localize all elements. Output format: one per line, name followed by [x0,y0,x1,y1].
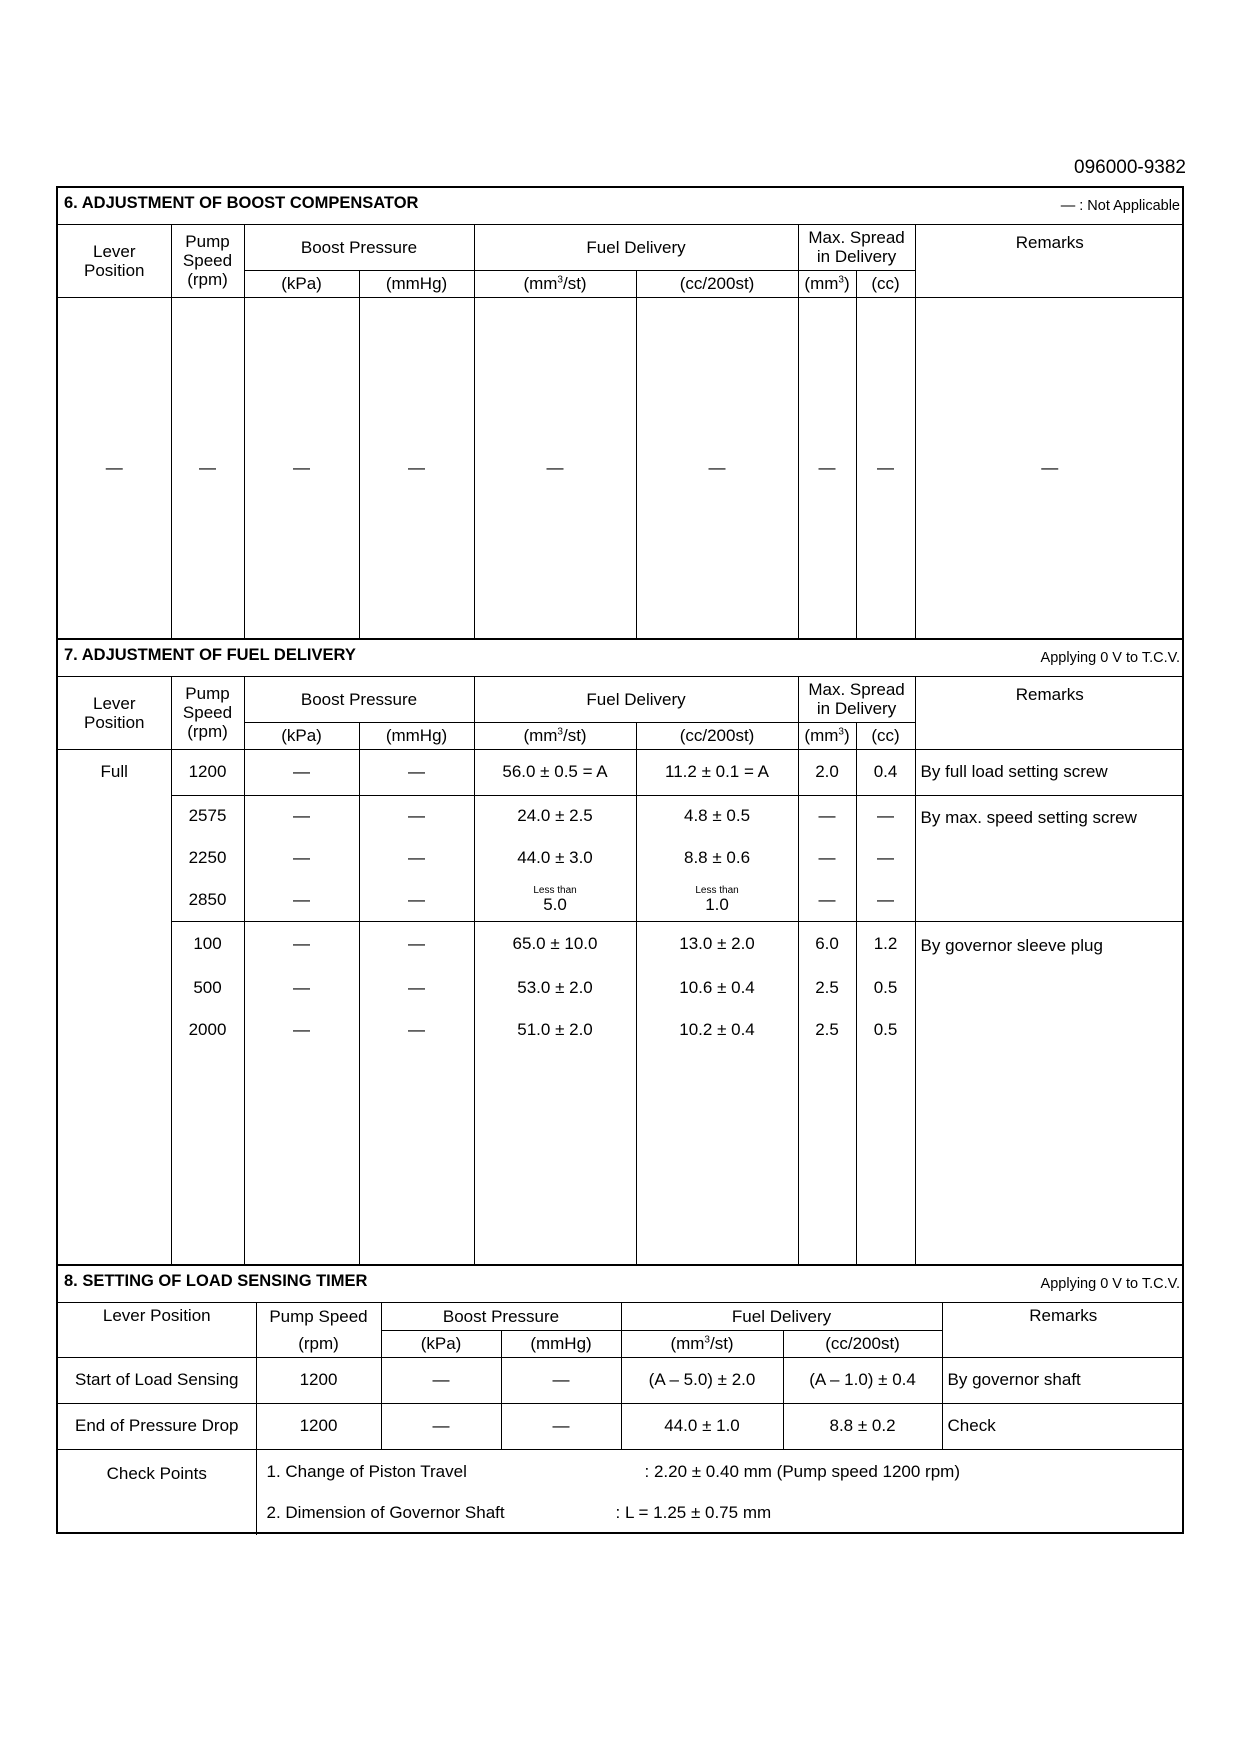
col-max-spread: Max. Spread in Delivery [798,225,915,270]
cell: — [915,297,1184,638]
cell-speed: 2850 [171,879,244,921]
cell-mm3: (A – 5.0) ± 2.0 [621,1357,783,1403]
unit-rpm: (rpm) [256,1330,381,1357]
cell-cc200: (A – 1.0) ± 0.4 [783,1357,942,1403]
unit-cc: (cc) [856,270,915,297]
cell-mmhg: — [359,749,474,795]
cell-kpa: — [244,967,359,1009]
cell-mmhg: — [501,1403,621,1449]
cell-kpa: — [244,879,359,921]
cell-speed: 1200 [256,1403,381,1449]
section-6-header [58,188,1182,225]
col-boost-pressure: Boost Pressure [381,1303,621,1330]
cell-remark: By full load setting screw [915,749,1184,795]
cell-mmhg: — [359,837,474,879]
cell-cc200: 10.2 ± 0.4 [636,1009,798,1051]
cell-cc200: 4.8 ± 0.5 [636,795,798,837]
cell-spread-cc: 1.2 [856,921,915,967]
unit-cc-200st: (cc/200st) [636,270,798,297]
cell-kpa: — [244,837,359,879]
unit-kpa: (kPa) [381,1330,501,1357]
section-6-row [58,297,1184,638]
col-remarks: Remarks [915,225,1184,297]
cell-mmhg: — [359,879,474,921]
cell-mm3: 65.0 ± 10.0 [474,921,636,967]
section-7-fuel-delivery [58,638,1182,1266]
cell-speed: 2250 [171,837,244,879]
cell: — [244,297,359,638]
cell-spread-mm3: 2.5 [798,1009,856,1051]
section-6-table [58,225,1184,638]
cell: — [856,297,915,638]
cell-cc200: 11.2 ± 0.1 = A [636,749,798,795]
cell-cc200: 10.6 ± 0.4 [636,967,798,1009]
table-row [58,921,1184,967]
cell: — [474,297,636,638]
unit-kpa: (kPa) [244,270,359,297]
section-8-title: 8. SETTING OF LOAD SENSING TIMER [64,1272,368,1290]
cell-mmhg: — [359,967,474,1009]
document-number: 096000-9382 [1074,157,1186,178]
row-label: Start of Load Sensing [58,1357,256,1403]
cell-mmhg: — [501,1357,621,1403]
cell: — [58,297,171,638]
section-8-load-sensing-timer [58,1264,1182,1536]
col-fuel-delivery: Fuel Delivery [474,677,798,722]
cell-mm3: 51.0 ± 2.0 [474,1009,636,1051]
cell-mm3: Less than 5.0 [474,879,636,921]
col-pump-speed: Pump Speed (rpm) [171,225,244,297]
cell: — [359,297,474,638]
cell-mmhg: — [359,795,474,837]
unit-mm3: $(mm^3)$ [798,722,856,749]
col-remarks: Remarks [942,1303,1184,1357]
check-point-item: 1. Change of Piston Travel : 2.20 ± 0.40 mm (Pump speed 1200 rpm) [266,1461,960,1481]
cell-cc200: 13.0 ± 2.0 [636,921,798,967]
unit-mmhg: (mmHg) [359,270,474,297]
unit-mm3-st: $(mm^3/st)$ [474,722,636,749]
cell: — [798,297,856,638]
cell-spread-mm3: 2.0 [798,749,856,795]
check-points-list [256,1449,1184,1535]
cell-mm3: 44.0 ± 1.0 [621,1403,783,1449]
row-label: End of Pressure Drop [58,1403,256,1449]
section-8-header [58,1266,1182,1303]
cell-kpa: — [381,1403,501,1449]
cell-spread-mm3: 6.0 [798,921,856,967]
cell-kpa: — [244,749,359,795]
cell-kpa: — [244,1009,359,1051]
section-7-header [58,640,1182,677]
cell-spread-cc: 0.4 [856,749,915,795]
cell-speed: 2000 [171,1009,244,1051]
cell-spread-mm3: — [798,837,856,879]
cell-speed: 500 [171,967,244,1009]
cell-spread-mm3: — [798,795,856,837]
section-8-note: Applying 0 V to T.C.V. [1040,1276,1180,1292]
check-points-row [58,1449,1184,1535]
unit-cc-200st: (cc/200st) [783,1330,942,1357]
cell-cc200: 8.8 ± 0.2 [783,1403,942,1449]
section-7-title: 7. ADJUSTMENT OF FUEL DELIVERY [64,646,356,664]
col-boost-pressure: Boost Pressure [244,677,474,722]
cell-cc200: Less than 1.0 [636,879,798,921]
cell-spread-cc: — [856,879,915,921]
table-row [58,1357,1184,1403]
cell-mm3: 53.0 ± 2.0 [474,967,636,1009]
cell-speed: 1200 [256,1357,381,1403]
col-remarks: Remarks [915,677,1184,749]
cell-speed: 100 [171,921,244,967]
unit-mm3-st: $(mm^3/st)$ [621,1330,783,1357]
unit-kpa: (kPa) [244,722,359,749]
cell-spread-cc: — [856,837,915,879]
table-row [58,749,1184,795]
cell-spread-cc: 0.5 [856,967,915,1009]
section-6-title: 6. ADJUSTMENT OF BOOST COMPENSATOR [64,194,419,212]
table-row [58,795,1184,837]
section-6-note: — : Not Applicable [1060,198,1180,214]
col-fuel-delivery: Fuel Delivery [474,225,798,270]
col-pump-speed: Pump Speed (rpm) [171,677,244,749]
unit-mm3: $(mm^3)$ [798,270,856,297]
cell: — [636,297,798,638]
unit-mmhg: (mmHg) [501,1330,621,1357]
cell-mm3: 24.0 ± 2.5 [474,795,636,837]
cell-mmhg: — [359,921,474,967]
cell-mmhg: — [359,1009,474,1051]
specification-sheet [56,186,1184,1534]
cell-speed: 1200 [171,749,244,795]
unit-cc-200st: (cc/200st) [636,722,798,749]
section-7-table [58,677,1184,1264]
cell: — [171,297,244,638]
cell-spread-cc: — [856,795,915,837]
cell-kpa: — [381,1357,501,1403]
cell-kpa: — [244,921,359,967]
cell-spread-cc: 0.5 [856,1009,915,1051]
cell-speed: 2575 [171,795,244,837]
col-lever-position: Lever Position [58,677,171,749]
cell-cc200: 8.8 ± 0.6 [636,837,798,879]
col-pump-speed: Pump Speed [256,1303,381,1330]
col-boost-pressure: Boost Pressure [244,225,474,270]
cell-remark: Check [942,1403,1184,1449]
col-lever-position: Lever Position [58,1303,256,1357]
check-point-item: 2. Dimension of Governor Shaft : L = 1.25 ± 0.75 mm [266,1502,772,1522]
col-fuel-delivery: Fuel Delivery [621,1303,942,1330]
unit-cc: (cc) [856,722,915,749]
section-8-table [58,1303,1184,1535]
cell-kpa: — [244,795,359,837]
cell-remark: By max. speed setting screw [915,795,1184,921]
unit-mmhg: (mmHg) [359,722,474,749]
cell-remark: By governor shaft [942,1357,1184,1403]
cell-mm3: 44.0 ± 3.0 [474,837,636,879]
check-points-label: Check Points [58,1449,256,1535]
cell-mm3: 56.0 ± 0.5 = A [474,749,636,795]
col-max-spread: Max. Spread in Delivery [798,677,915,722]
section-7-note: Applying 0 V to T.C.V. [1040,650,1180,666]
cell-spread-mm3: 2.5 [798,967,856,1009]
cell-spread-mm3: — [798,879,856,921]
unit-mm3-st: $(mm^3/st)$ [474,270,636,297]
col-lever-position: Lever Position [58,225,171,297]
lever-position-value: Full [58,749,171,1264]
table-row [58,1403,1184,1449]
cell-remark: By governor sleeve plug [915,921,1184,1264]
section-6-boost-compensator [58,188,1182,640]
